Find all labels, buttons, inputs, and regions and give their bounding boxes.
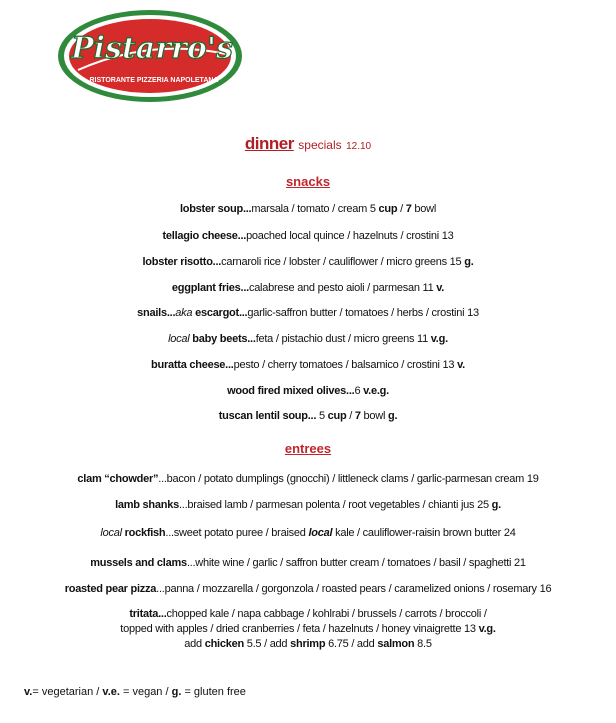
legend-text: = gluten free: [181, 686, 246, 698]
item-price: 7: [405, 203, 412, 215]
heading-specials: specials: [298, 138, 342, 152]
menu-item: [0, 202, 616, 217]
item-name: roasted pear pizza: [64, 583, 157, 595]
addon-text: add: [184, 638, 205, 650]
item-description: topped with apples / dried cranberries / feta / hazelnuts / honey vinaigrette 13: [120, 623, 479, 635]
item-name: rockfish: [121, 527, 166, 539]
diet-tag: v.g.: [478, 623, 496, 635]
heading-dinner: dinner: [244, 134, 294, 153]
item-local: local: [168, 333, 190, 345]
menu-heading: [0, 134, 616, 154]
menu-item: [0, 332, 616, 347]
item-name-alt: escargot...: [192, 307, 248, 319]
item-line: [0, 622, 616, 637]
menu-item: [0, 384, 616, 399]
item-local-emph: local: [308, 527, 333, 539]
menu-item: [0, 582, 616, 597]
logo-tagline: RISTORANTE PIZZERIA NAPOLETANA: [89, 77, 219, 84]
addon-text: 6.75 / add: [325, 638, 378, 650]
item-name: lobster soup...: [179, 203, 252, 215]
item-description: ...braised lamb / parmesan polenta / root vegetables / chianti jus 25: [178, 499, 492, 511]
item-description: calabrese and pesto aioli / parmesan 11: [248, 282, 437, 294]
diet-tag: g.: [388, 410, 398, 422]
diet-tag: v.e.g.: [363, 385, 389, 397]
item-name: mussels and clams: [90, 557, 187, 569]
item-portion: cup: [378, 203, 398, 215]
item-description: bowl: [411, 203, 437, 215]
item-description: ...panna / mozzarella / gorgonzola / roasted pears / caramelized onions / rosemary 16: [156, 583, 552, 595]
menu-item: [0, 526, 616, 541]
item-name: snails...: [137, 307, 176, 319]
item-name: tuscan lentil soup...: [218, 410, 317, 422]
item-description: feta / pistachio dust / micro greens 11: [255, 333, 431, 345]
item-name: baby beets...: [189, 333, 256, 345]
diet-legend: [24, 686, 246, 698]
item-description: chopped kale / napa cabbage / kohlrabi / brussels / carrots / broccoli /: [166, 608, 487, 620]
addon-text: 8.5: [414, 638, 432, 650]
logo-name: Pistarro's: [71, 31, 233, 66]
diet-tag: g.: [464, 256, 474, 268]
menu-item: [0, 607, 616, 652]
item-name: tellagio cheese...: [162, 230, 247, 242]
diet-tag: v.: [457, 359, 465, 371]
menu-item: [0, 498, 616, 513]
item-price: 7: [354, 410, 361, 422]
item-portion: cup: [327, 410, 347, 422]
item-description: 5: [316, 410, 328, 422]
menu-item: [0, 229, 616, 244]
restaurant-logo: [56, 8, 244, 104]
legend-g: g.: [171, 686, 182, 698]
item-description: garlic-saffron butter / tomatoes / herbs / crostini 13: [247, 307, 479, 319]
item-description: ...bacon / potato dumplings (gnocchi) / littleneck clams / garlic-parmesan cream 19: [158, 473, 539, 485]
section-title-snacks: snacks: [285, 174, 331, 189]
item-description: kale / cauliflower-raisin brown butter 24: [332, 527, 516, 539]
item-aka: aka: [175, 307, 193, 319]
item-name: lamb shanks: [115, 499, 179, 511]
item-description: 6: [354, 385, 364, 397]
item-description: ...sweet potato puree / braised: [165, 527, 309, 539]
addon-chicken: chicken: [204, 638, 244, 650]
item-line: [0, 607, 616, 622]
item-addons: [0, 637, 616, 652]
menu-item: [0, 556, 616, 571]
addon-shrimp: shrimp: [290, 638, 326, 650]
item-description: ...white wine / garlic / saffron butter cream / tomatoes / basil / spaghetti 21: [186, 557, 526, 569]
item-name: lobster risotto...: [142, 256, 222, 268]
item-description: carnaroli rice / lobster / cauliflower / micro greens 15: [221, 256, 465, 268]
heading-date: 12.10: [346, 141, 372, 152]
item-name: tritata...: [129, 608, 167, 620]
item-name: eggplant fries...: [171, 282, 249, 294]
legend-text: = vegetarian /: [32, 686, 103, 698]
item-name: clam “chowder”: [77, 473, 159, 485]
menu-item: [0, 358, 616, 373]
item-name: buratta cheese...: [151, 359, 234, 371]
item-name: wood fired mixed olives...: [227, 385, 355, 397]
item-local: local: [100, 527, 122, 539]
diet-tag: v.g.: [430, 333, 448, 345]
diet-tag: v.: [436, 282, 445, 294]
addon-text: 5.5 / add: [243, 638, 291, 650]
legend-ve: v.e.: [102, 686, 120, 698]
menu-item: [0, 255, 616, 270]
item-description: /: [397, 203, 406, 215]
legend-text: = vegan /: [119, 686, 172, 698]
item-description: pesto / cherry tomatoes / balsamico / crostini 13: [233, 359, 458, 371]
item-description: poached local quince / hazelnuts / crostini 13: [246, 230, 454, 242]
menu-item: [0, 472, 616, 487]
item-description: marsala / tomato / cream 5: [251, 203, 379, 215]
menu-item: [0, 409, 616, 424]
section-title-entrees: entrees: [284, 441, 332, 456]
addon-salmon: salmon: [377, 638, 415, 650]
menu-item: [0, 281, 616, 296]
menu-item: [0, 306, 616, 321]
item-description: /: [346, 410, 355, 422]
item-description: bowl: [360, 410, 388, 422]
legend-v: v.: [24, 686, 33, 698]
diet-tag: g.: [491, 499, 501, 511]
